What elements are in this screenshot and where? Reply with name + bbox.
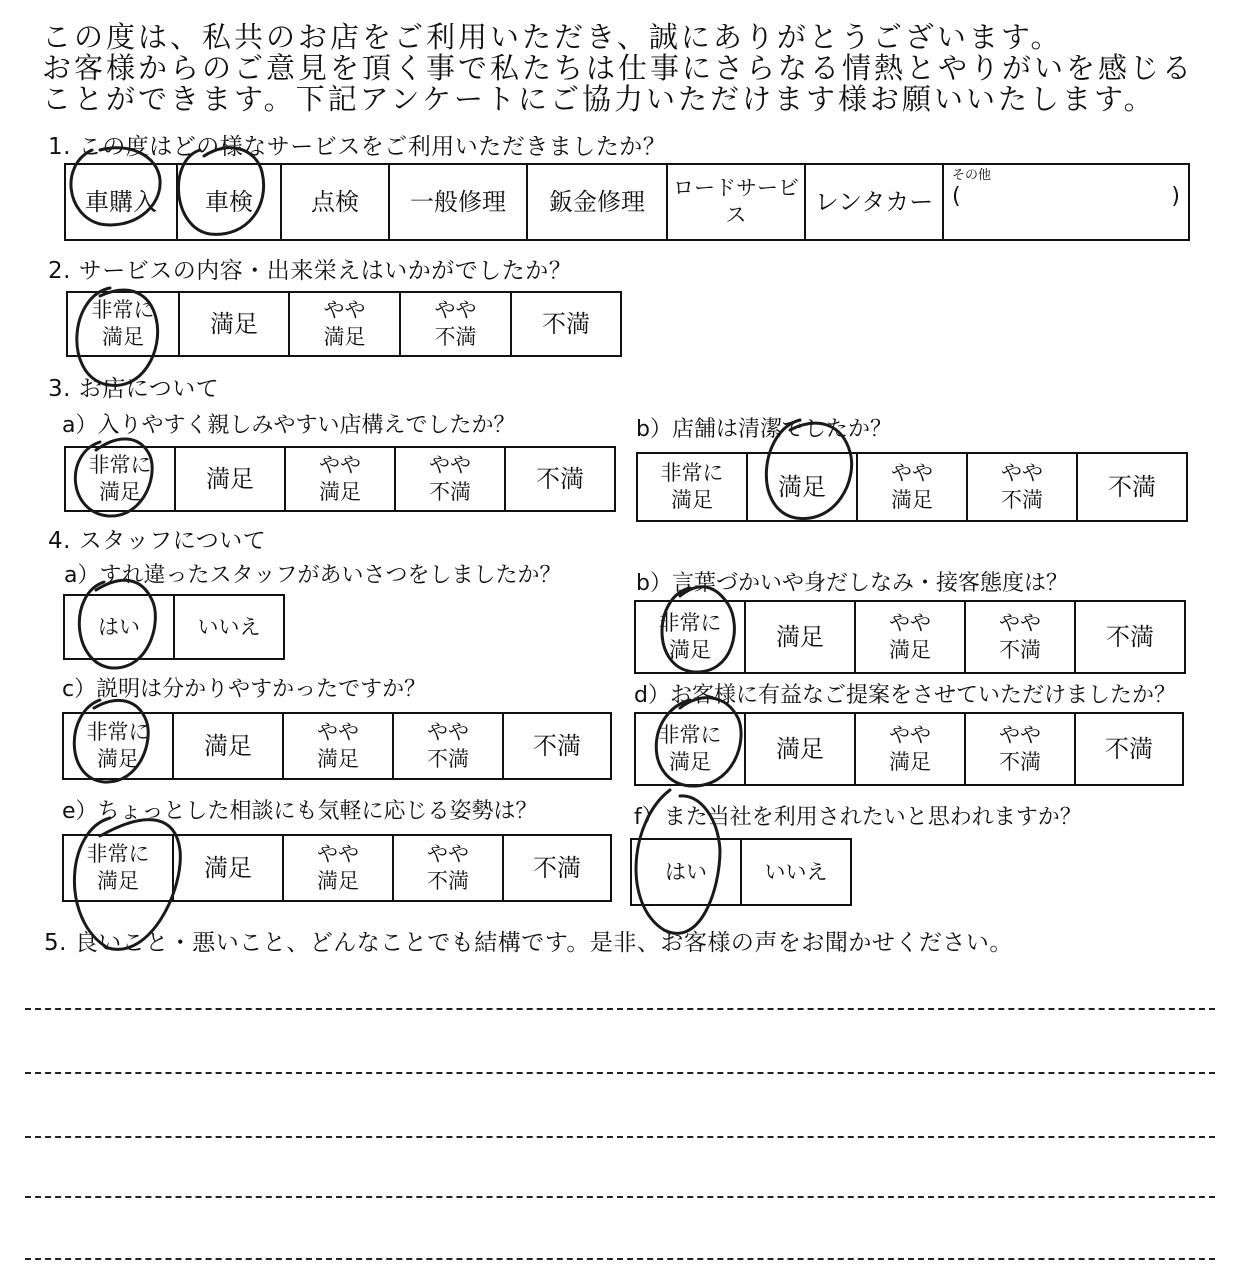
q4e-option-dissatisfied[interactable]: 不満 bbox=[502, 836, 610, 900]
q4d-option-somewhat-satisfied[interactable] bbox=[854, 714, 964, 784]
q3a-option-satisfied[interactable]: 満足 bbox=[174, 448, 284, 510]
q2-option-somewhat-dissatisfied[interactable] bbox=[399, 293, 510, 355]
q2-rating-row bbox=[66, 291, 622, 357]
cell-line: 満足 bbox=[671, 488, 713, 512]
cell-line: 不満 bbox=[427, 869, 469, 893]
q2-option-very-satisfied[interactable] bbox=[68, 293, 178, 355]
intro-line-1: この度は、私共のお店をご利用いただき、誠にありがとうございます。 bbox=[42, 20, 1063, 54]
q2-option-dissatisfied[interactable]: 不満 bbox=[510, 293, 620, 355]
q4d-label: d）お客様に有益なご提案をさせていただけましたか？ bbox=[634, 683, 1176, 708]
q4d-option-dissatisfied[interactable]: 不満 bbox=[1074, 714, 1182, 784]
q1-title: 1. この度はどの様なサービスをご利用いただきましたか？ bbox=[48, 134, 667, 160]
q3b-rating-row bbox=[636, 452, 1188, 522]
cell-line: やや bbox=[889, 611, 931, 635]
q4c-option-dissatisfied[interactable]: 不満 bbox=[502, 714, 610, 778]
q3b-option-somewhat-satisfied[interactable] bbox=[856, 454, 966, 520]
q4-title: 4. スタッフについて bbox=[48, 528, 267, 554]
q1-option-road-service[interactable]: ロードサービス bbox=[666, 165, 804, 239]
q4c-option-very-satisfied[interactable] bbox=[64, 714, 172, 778]
q4e-label: e）ちょっとした相談にも気軽に応じる姿勢は？ bbox=[62, 799, 538, 824]
cell-line: 満足 bbox=[889, 750, 931, 774]
q1-other-field[interactable] bbox=[952, 183, 1180, 211]
cell-line: 非常に bbox=[658, 723, 722, 747]
q1-other-label: その他 bbox=[952, 168, 992, 183]
q3b-option-dissatisfied[interactable]: 不満 bbox=[1076, 454, 1186, 520]
q4f-yesno-row bbox=[630, 838, 852, 906]
cell-line: やや bbox=[317, 842, 359, 866]
cell-line: 非常に bbox=[91, 298, 155, 322]
q1-option-rental[interactable]: レンタカー bbox=[804, 165, 942, 239]
q4a-option-no[interactable]: いいえ bbox=[173, 596, 283, 658]
cell-line: やや bbox=[889, 723, 931, 747]
q4b-option-satisfied[interactable]: 満足 bbox=[744, 602, 854, 672]
q4e-rating-row bbox=[62, 834, 612, 902]
cell-line: 不満 bbox=[1001, 488, 1043, 512]
cell-line: 満足 bbox=[669, 638, 711, 662]
q4a-yesno-row bbox=[63, 594, 285, 660]
cell-line: やや bbox=[999, 723, 1041, 747]
cell-line: 満足 bbox=[319, 480, 361, 504]
q3-title: 3. お店について bbox=[48, 376, 220, 402]
q4c-rating-row bbox=[62, 712, 612, 780]
intro-line-2: お客様からのご意見を頂く事で私たちは仕事にさらなる情熱とやりがいを感じる bbox=[42, 51, 1195, 85]
q4d-option-very-satisfied[interactable] bbox=[636, 714, 744, 784]
cell-line: 満足 bbox=[97, 869, 139, 893]
cell-line: やや bbox=[427, 720, 469, 744]
q4b-option-dissatisfied[interactable]: 不満 bbox=[1074, 602, 1184, 672]
q1-option-check[interactable]: 点検 bbox=[280, 165, 388, 239]
cell-line: やや bbox=[317, 720, 359, 744]
cell-line: 満足 bbox=[317, 747, 359, 771]
cell-line: 非常に bbox=[660, 461, 724, 485]
comment-line-3[interactable] bbox=[25, 1136, 1215, 1138]
q4d-rating-row bbox=[634, 712, 1184, 786]
q4e-option-somewhat-satisfied[interactable] bbox=[282, 836, 392, 900]
q4c-option-somewhat-satisfied[interactable] bbox=[282, 714, 392, 778]
cell-line: やや bbox=[999, 611, 1041, 635]
q3b-option-satisfied[interactable]: 満足 bbox=[746, 454, 856, 520]
cell-line: 非常に bbox=[658, 611, 722, 635]
q4a-label: a）すれ違ったスタッフがあいさつをしましたか？ bbox=[64, 563, 562, 588]
cell-line: 不満 bbox=[434, 325, 477, 349]
comment-line-4[interactable] bbox=[25, 1196, 1215, 1198]
q3a-option-somewhat-dissatisfied[interactable] bbox=[394, 448, 504, 510]
q4d-option-somewhat-dissatisfied[interactable] bbox=[964, 714, 1074, 784]
q4e-option-somewhat-dissatisfied[interactable] bbox=[392, 836, 502, 900]
cell-line: やや bbox=[323, 298, 366, 322]
q5-title: 5. 良いこと・悪いこと、どんなことでも結構です。是非、お客様の声をお聞かせください。 bbox=[44, 930, 1013, 956]
comment-line-1[interactable] bbox=[25, 1008, 1215, 1010]
cell-line: 非常に bbox=[86, 720, 150, 744]
q1-option-car-purchase[interactable]: 車購入 bbox=[85, 188, 157, 216]
q3a-option-somewhat-satisfied[interactable] bbox=[284, 448, 394, 510]
q1-option-sheet-metal[interactable]: 鈑金修理 bbox=[526, 165, 666, 239]
q4b-option-somewhat-dissatisfied[interactable] bbox=[964, 602, 1074, 672]
cell-line: 非常に bbox=[86, 842, 150, 866]
paren-close: ) bbox=[1171, 184, 1180, 209]
q4c-option-satisfied[interactable]: 満足 bbox=[172, 714, 282, 778]
cell-line: やや bbox=[891, 461, 933, 485]
q3b-option-somewhat-dissatisfied[interactable] bbox=[966, 454, 1076, 520]
cell-line: やや bbox=[427, 842, 469, 866]
cell-line: 満足 bbox=[102, 325, 144, 349]
cell-line: やや bbox=[434, 298, 477, 322]
q3b-option-very-satisfied[interactable] bbox=[638, 454, 746, 520]
q4f-option-no[interactable]: いいえ bbox=[740, 840, 850, 904]
cell-line: やや bbox=[429, 453, 471, 477]
q4a-option-yes[interactable]: はい bbox=[98, 614, 140, 639]
comment-line-5[interactable] bbox=[25, 1258, 1215, 1260]
q4e-option-very-satisfied[interactable] bbox=[64, 836, 172, 900]
cell-line: 不満 bbox=[427, 747, 469, 771]
q2-option-somewhat-satisfied[interactable] bbox=[288, 293, 399, 355]
cell-line: 不満 bbox=[999, 638, 1041, 662]
cell-line: 満足 bbox=[891, 488, 933, 512]
q3a-label: a）入りやすく親しみやすい店構えでしたか？ bbox=[62, 413, 516, 438]
cell-line: 満足 bbox=[317, 869, 359, 893]
cell-line: 満足 bbox=[669, 750, 711, 774]
q4c-option-somewhat-dissatisfied[interactable] bbox=[392, 714, 502, 778]
cell-line: 満足 bbox=[97, 747, 139, 771]
paren-open: ( bbox=[952, 184, 961, 209]
cell-line: やや bbox=[319, 453, 361, 477]
q1-option-other[interactable] bbox=[942, 165, 1188, 239]
cell-line: 満足 bbox=[889, 638, 931, 662]
q2-title: 2. サービスの内容・出来栄えはいかがでしたか？ bbox=[48, 258, 573, 284]
cell-line: 満足 bbox=[99, 480, 141, 504]
comment-line-2[interactable] bbox=[25, 1072, 1215, 1074]
q4b-label: b）言葉づかいや身だしなみ・接客態度は？ bbox=[636, 571, 1068, 596]
q3b-label: b）店舗は清潔でしたか？ bbox=[636, 417, 892, 442]
q4e-option-satisfied[interactable]: 満足 bbox=[172, 836, 282, 900]
q4b-option-very-satisfied[interactable] bbox=[636, 602, 744, 672]
q4d-option-satisfied[interactable]: 満足 bbox=[744, 714, 854, 784]
cell-line: 不満 bbox=[429, 480, 471, 504]
q3a-rating-row bbox=[64, 446, 616, 512]
q4f-label: f）また当社を利用されたいと思われますか？ bbox=[634, 805, 1082, 830]
q1-options bbox=[64, 163, 1190, 241]
cell-line: 非常に bbox=[88, 453, 152, 477]
q2-option-satisfied[interactable]: 満足 bbox=[178, 293, 288, 355]
intro-line-3: ことができます。下記アンケートにご協力いただけます様お願いいたします。 bbox=[42, 82, 1156, 116]
cell-line: 満足 bbox=[323, 325, 366, 349]
q3a-option-dissatisfied[interactable]: 不満 bbox=[504, 448, 614, 510]
q1-option-inspection[interactable]: 車検 bbox=[176, 165, 280, 239]
q4c-label: c）説明は分かりやすかったですか？ bbox=[62, 677, 427, 702]
q4b-rating-row bbox=[634, 600, 1186, 674]
cell-line: やや bbox=[1001, 461, 1043, 485]
cell-line: 不満 bbox=[999, 750, 1041, 774]
q3a-option-very-satisfied[interactable] bbox=[66, 448, 174, 510]
intro-text bbox=[42, 22, 1194, 115]
q1-option-general-repair[interactable]: 一般修理 bbox=[388, 165, 526, 239]
q4b-option-somewhat-satisfied[interactable] bbox=[854, 602, 964, 672]
q4f-option-yes[interactable]: はい bbox=[665, 859, 707, 884]
